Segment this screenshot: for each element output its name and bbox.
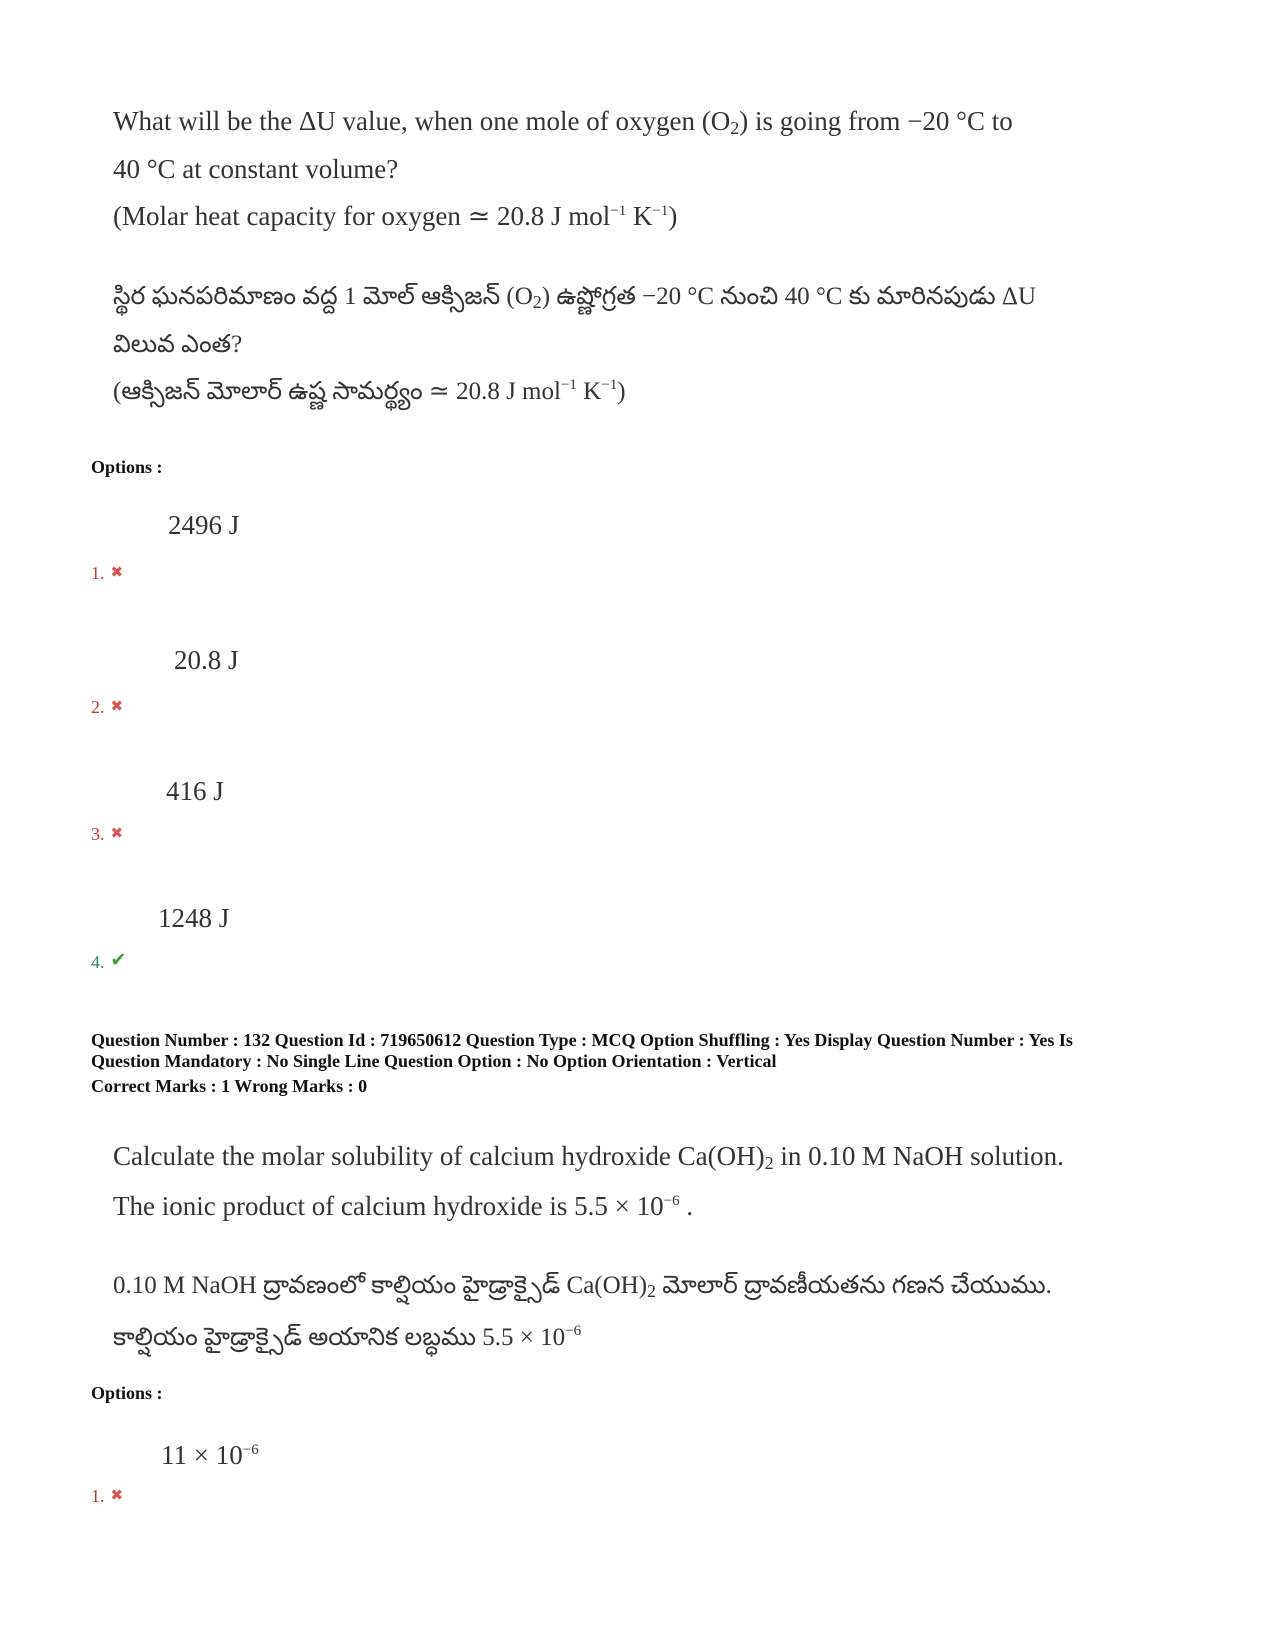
q131-options-label: Options : <box>91 457 163 477</box>
q131-te-line3: (ఆక్సిజన్ మోలార్ ఉష్ణ సామర్థ్యం ≃ 20.8 J mol$^{-1}$ $K^{-1}$) <box>113 377 626 405</box>
cross-icon: ✖ <box>110 826 124 842</box>
cross-icon: ✖ <box>110 1488 124 1504</box>
check-icon: ✔ <box>110 950 127 971</box>
q131-option-4-marker: 4. ✔ <box>91 950 127 972</box>
q132-marks: Correct Marks : 1 Wrong Marks : 0 <box>91 1076 368 1096</box>
q131-option-3-text: 416 J <box>166 776 224 806</box>
q131-te-line1: స్థిర ఘనపరిమాణం వద్ద 1 మోల్ ఆక్సిజన్ $(O_2)$ ఉష్ణోగ్రత −20 °C నుంచి 40 °C కు మారినపుడు ΔU <box>113 283 1037 312</box>
q132-te-line2: కాల్షియం హైడ్రాక్సైడ్ అయానిక లబ్ధము $5.5 \times 10^{-6}$ <box>113 1323 582 1351</box>
q132-option-1-text: $11 \times 10^{-6}$ <box>161 1440 259 1470</box>
q132-te-line1: 0.10 M NaOH ద్రావణంలో కాల్షియం హైడ్రాక్సైడ్ $Ca(OH)_2$ మోలార్ ద్రావణీయతను గణన చేయుము. <box>113 1272 1052 1301</box>
q131-option-1-text: 2496 J <box>168 510 240 540</box>
cross-icon: ✖ <box>110 699 124 715</box>
q131-en-line1: What will be the ΔU value, when one mole of oxygen $(O_2)$ is going from −20 °C to <box>113 106 1013 138</box>
q132-meta-line2: Question Mandatory : No Single Line Question Option : No Option Orientation : Vertical <box>91 1051 777 1071</box>
q131-option-3-marker: 3. ✖ <box>91 824 124 844</box>
q131-te-line2: విలువ ఎంత? <box>113 331 243 358</box>
q131-option-2-marker: 2. ✖ <box>91 697 124 717</box>
q132-options-label: Options : <box>91 1383 163 1403</box>
q132-en-line1: Calculate the molar solubility of calcium hydroxide $Ca(OH)_2$ in 0.10 M NaOH solution. <box>113 1141 1064 1173</box>
q131-en-line2: 40 °C at constant volume? <box>113 154 399 184</box>
q132-en-line2: The ionic product of calcium hydroxide is $5.5 \times 10^{-6}$ . <box>113 1191 694 1221</box>
q131-en-line3: (Molar heat capacity for oxygen ≃ 20.8 J mol$^{-1}$ $K^{-1}$) <box>113 201 678 231</box>
q131-option-4-text: 1248 J <box>158 903 230 933</box>
q132-option-1-marker: 1. ✖ <box>91 1486 124 1506</box>
q131-option-2-text: 20.8 J <box>174 645 239 675</box>
q132-meta-line1: Question Number : 132 Question Id : 719650612 Question Type : MCQ Option Shuffling : Yes Display Question Number : Yes Is <box>91 1030 1073 1050</box>
q131-option-1-marker: 1. ✖ <box>91 563 124 583</box>
cross-icon: ✖ <box>110 565 124 581</box>
